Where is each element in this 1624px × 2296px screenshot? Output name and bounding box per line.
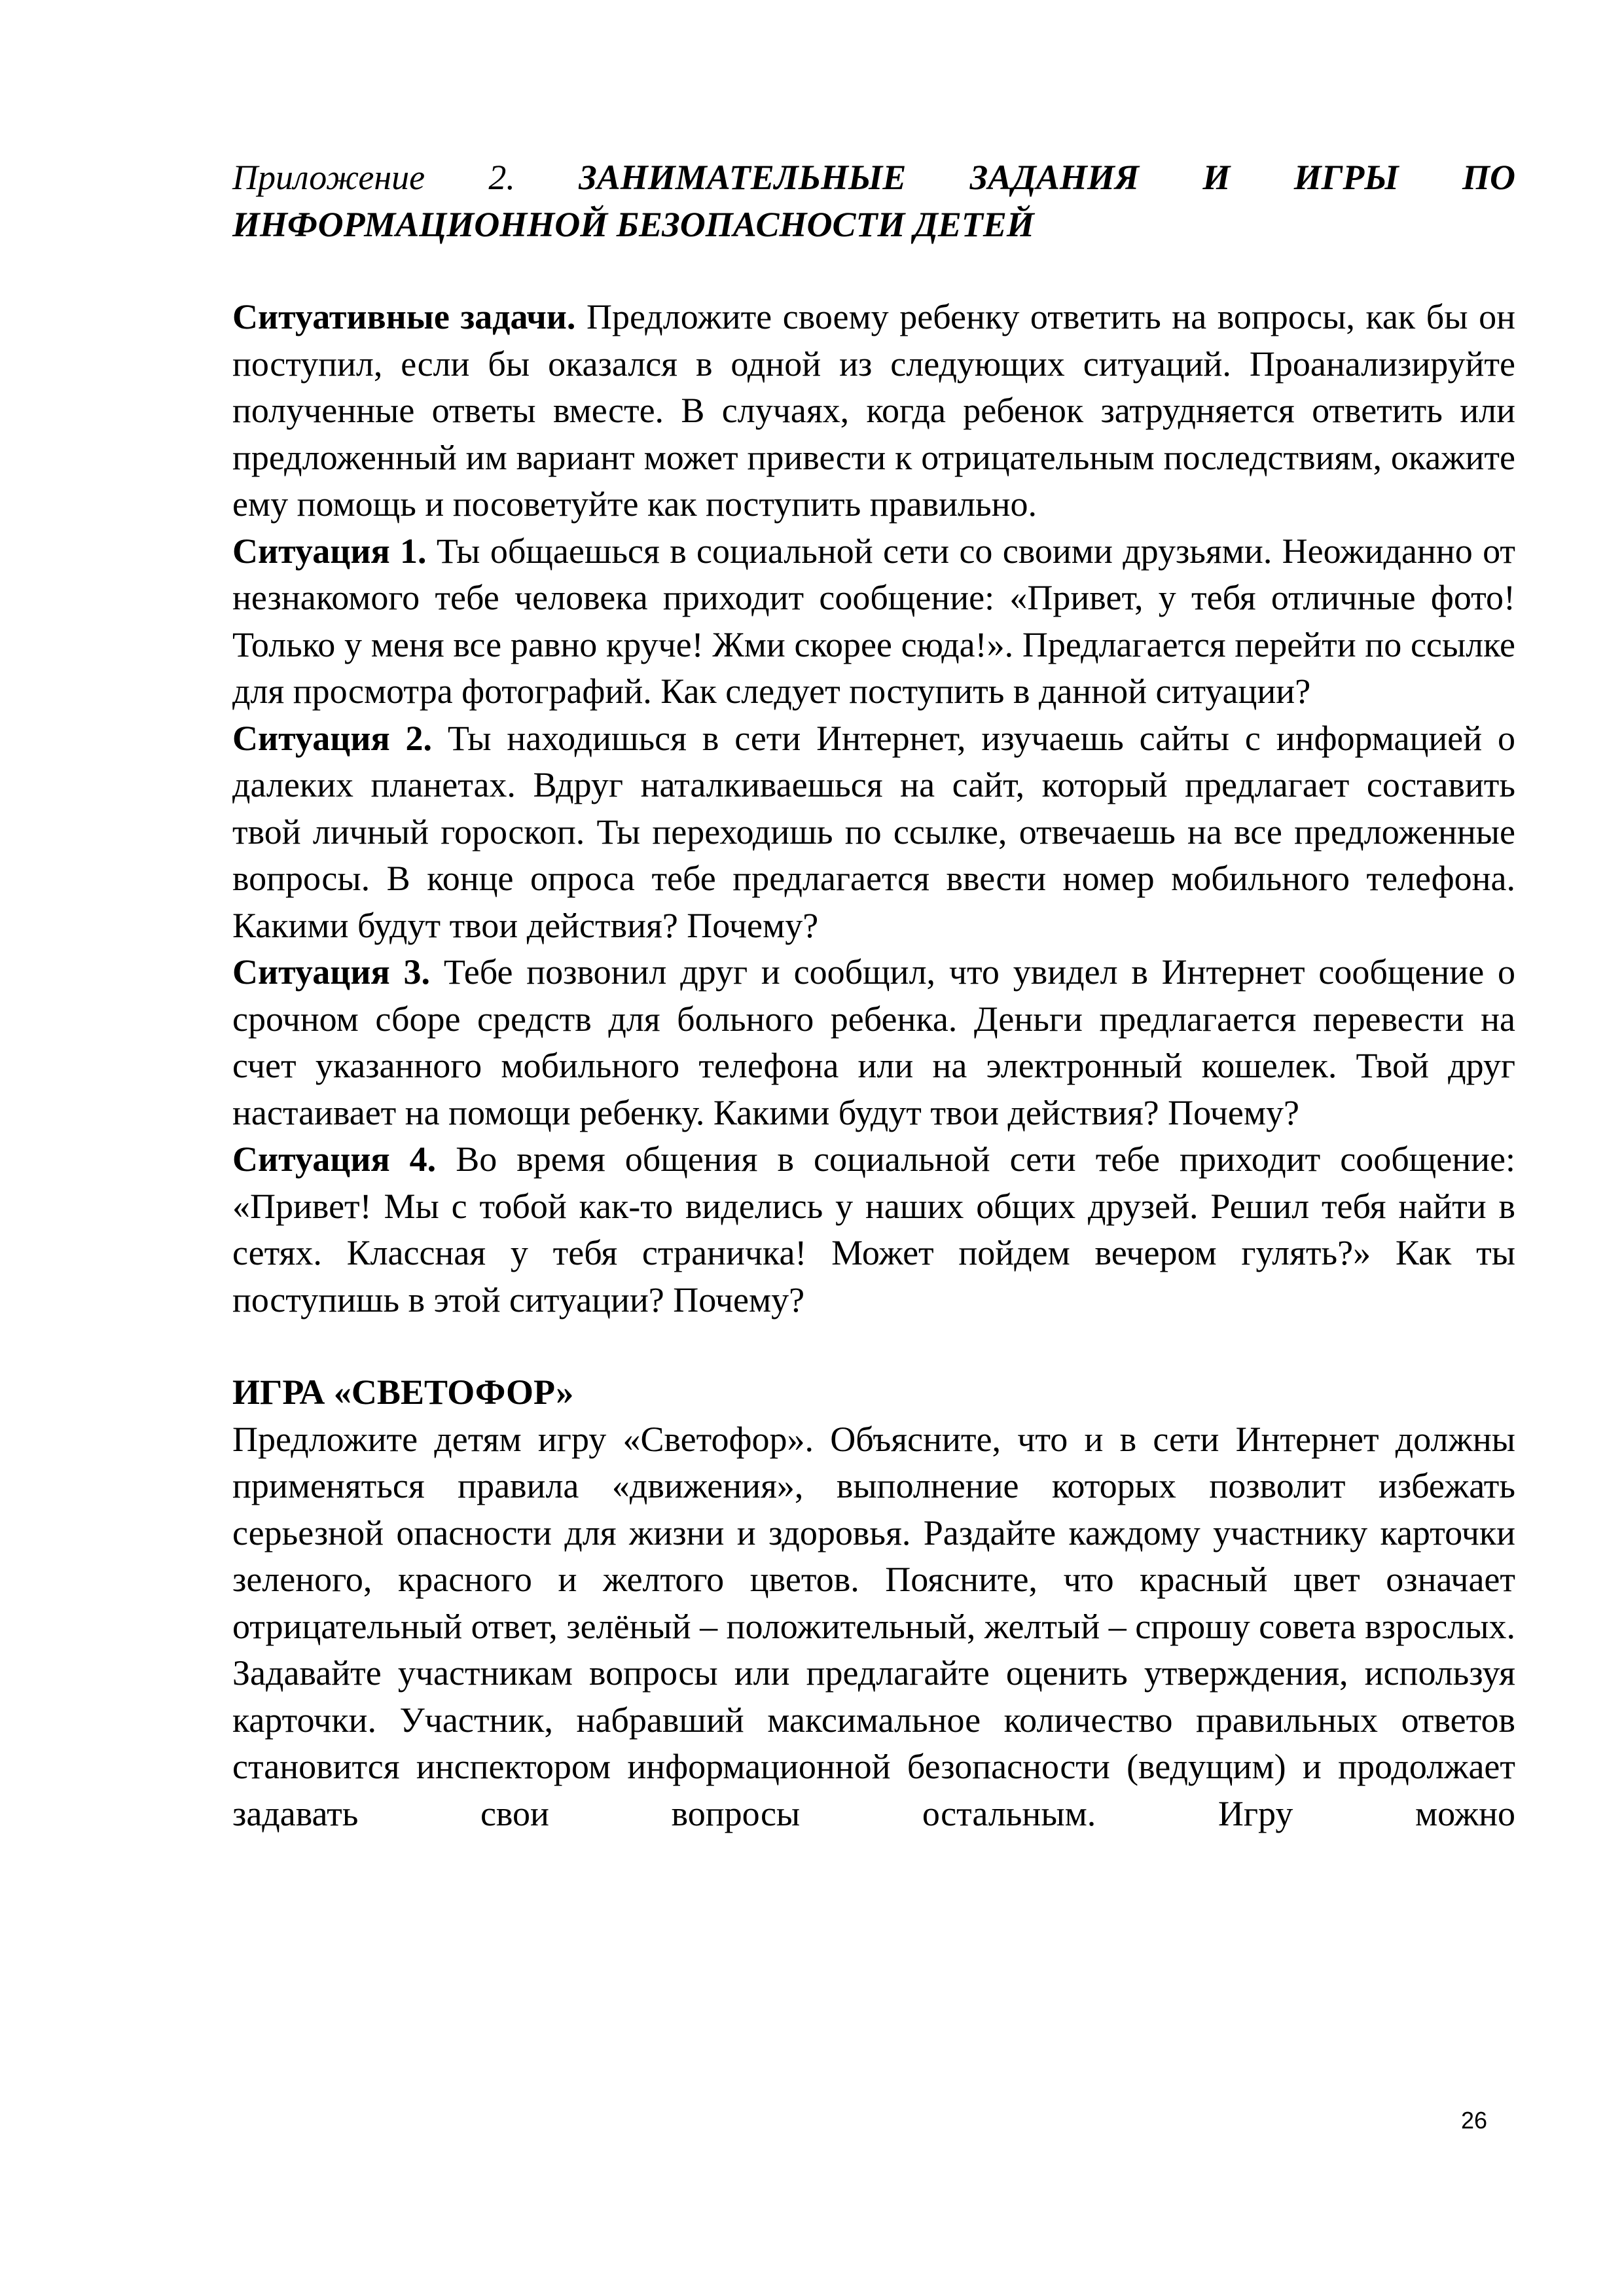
situation-4 [232,1136,1515,1323]
game-title: ИГРА «СВЕТОФОР» [232,1372,574,1412]
situation-1-label: Ситуация 1. [232,531,427,571]
situation-3-label: Ситуация 3. [232,952,430,992]
situation-2-label: Ситуация 2. [232,718,433,758]
page-number: 26 [1461,2107,1488,2134]
situation-1 [232,528,1515,715]
situation-3-text: Тебе позвонил друг и сообщил, что увидел в Интернет сообщение о срочном сборе средств для больного ребенка. Деньги предлагается перевести на счет указанного мобильного телефона или на электронный кошелек. Твой друг настаивает на помощи ребенку. Какими будут твои действия? Почему? [232,952,1515,1132]
game-paragraph: Предложите детям игру «Светофор». Объясните, что и в сети Интернет должны применяться правила «движения», выполнение которых позволит избежать серьезной опасности для жизни и здоровья. Раздайте каждому участнику карточки зеленого, красного и желтого цветов. Поясните, что красный цвет означает отрицательный ответ, зелёный – положительный, желтый – спрошу совета взрослых. Задавайте участникам вопросы или предлагайте оценить утверждения, используя карточки. Участник, набравший максимальное количество правильных ответов становится инспектором информационной безопасности (ведущим) и продолжает задавать свои вопросы остальным. Игру можно [232,1419,1515,1833]
document-page [232,154,1515,1837]
situation-4-text: Во время общения в социальной сети тебе приходит сообщение: «Привет! Мы с тобой как-то виделись у наших общих друзей. Решил тебя найти в сетях. Классная у тебя страничка! Может пойдем вечером гулять?» Как ты поступишь в этой ситуации? Почему? [232,1139,1515,1319]
situation-4-label: Ситуация 4. [232,1139,437,1179]
situation-1-text: Ты общаешься в социальной сети со своими друзьями. Неожиданно от незнакомого тебе человека приходит сообщение: «Привет, у тебя отличные фото! Только у меня все равно круче! Жми скорее сюда!». Предлагается перейти по ссылке для просмотра фотографий. Как следует поступить в данной ситуации? [232,531,1516,711]
situation-3 [232,949,1515,1136]
intro-text: Предложите своему ребенку ответить на вопросы, как бы он поступил, если бы оказался в одной из следующих ситуаций. Проанализируйте полученные ответы вместе. В случаях, когда ребенок затрудняется ответить или предложенный им вариант может привести к отрицательным последствиям, окажите ему помощь и посоветуйте как поступить правильно. [232,297,1516,524]
appendix-heading [232,154,1515,248]
spacer [232,1323,1515,1369]
appendix-heading-title: ЗАНИМАТЕЛЬНЫЕ ЗАДАНИЯ И ИГРЫ ПО ИНФОРМАЦИОННОЙ БЕЗОПАСНОСТИ ДЕТЕЙ [232,158,1515,244]
intro-label: Ситуативные задачи. [232,297,576,336]
situation-2 [232,715,1515,950]
intro-paragraph [232,294,1515,528]
appendix-heading-lead: Приложение 2. [232,158,515,197]
spacer [232,248,1515,294]
situation-2-text: Ты находишься в сети Интернет, изучаешь сайты с информацией о далеких планетах. Вдруг наталкиваешься на сайт, который предлагает составить твой личный гороскоп. Ты переходишь по ссылке, отвечаешь на все предложенные вопросы. В конце опроса тебе предлагается ввести номер мобильного телефона. Какими будут твои действия? Почему? [232,718,1516,945]
